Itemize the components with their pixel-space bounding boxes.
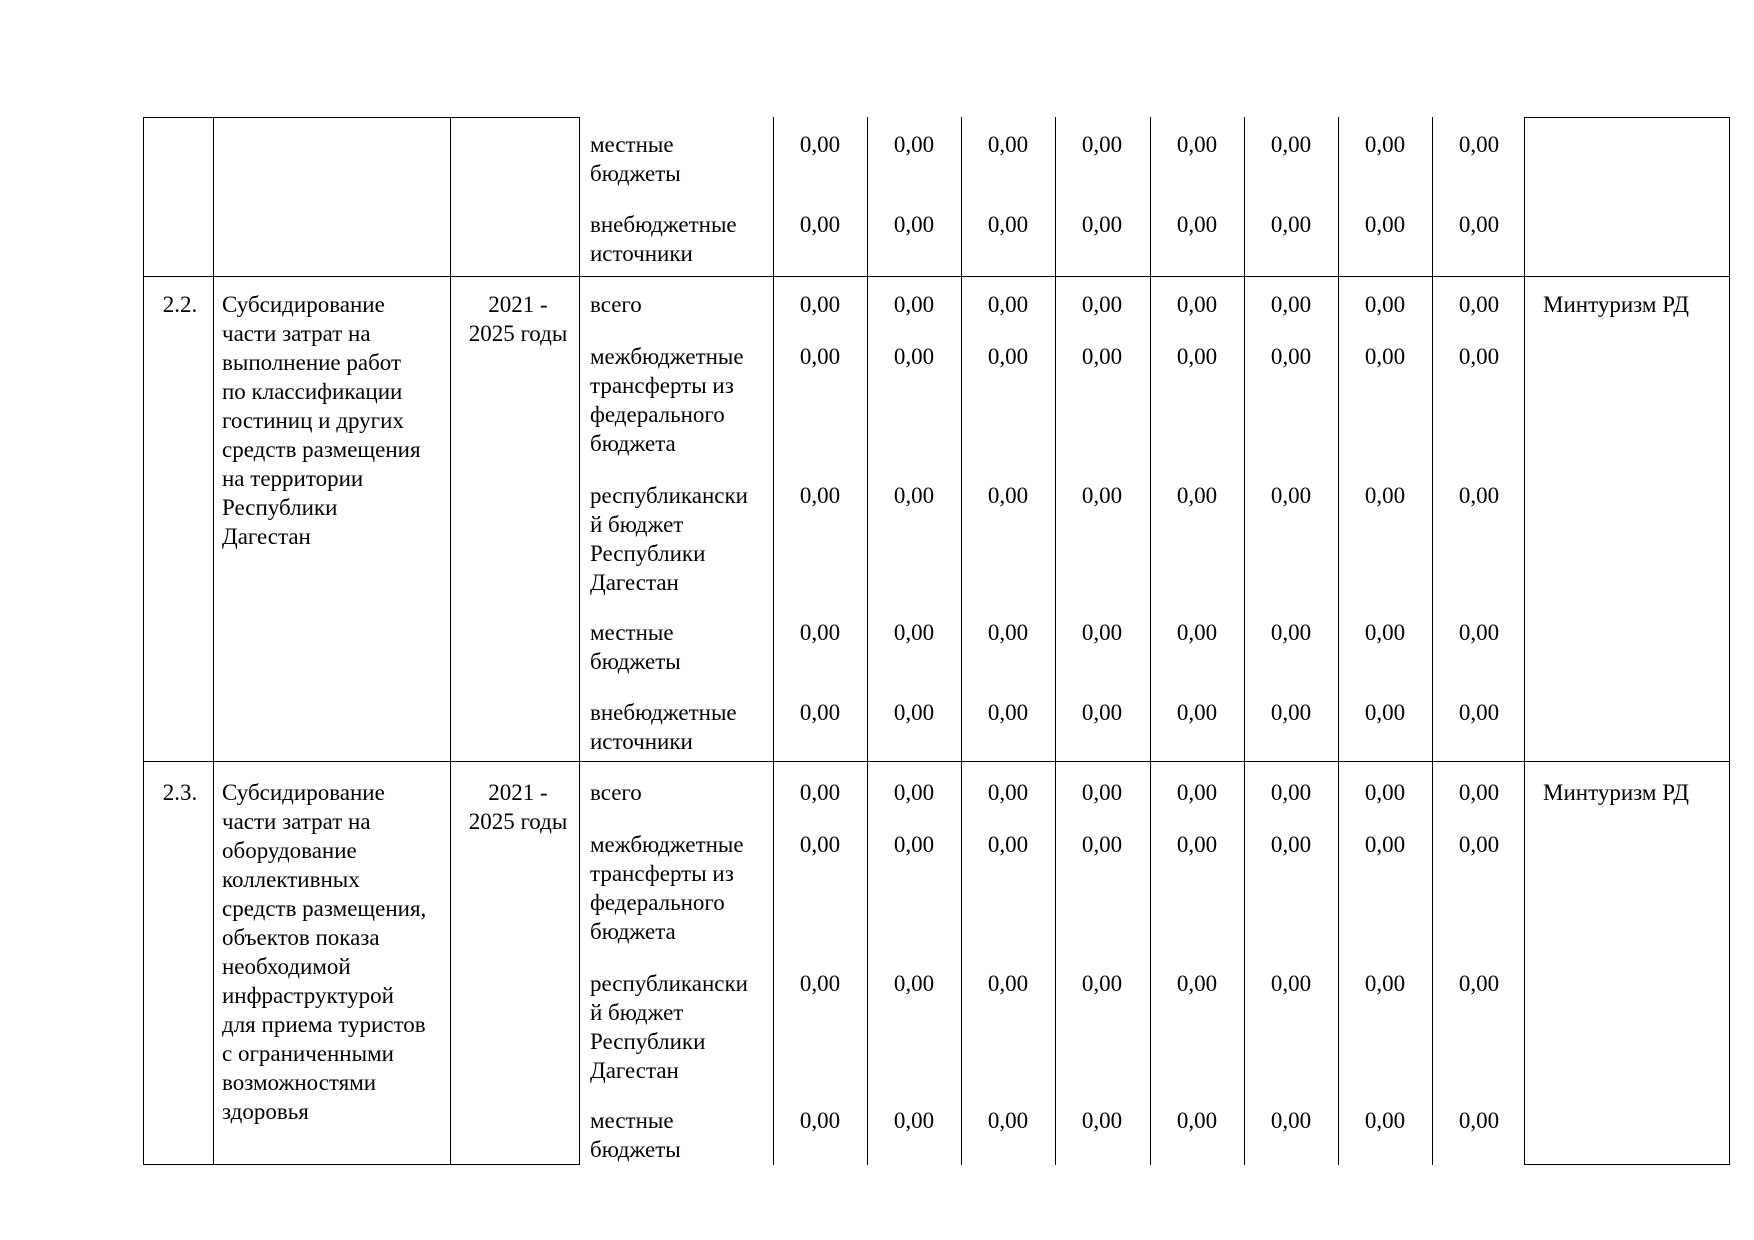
row-2-value-4-8: 0,00 — [1458, 1108, 1500, 1133]
row-1-value-5-3: 0,00 — [987, 700, 1029, 725]
row-2-value-2-4: 0,00 — [1081, 832, 1123, 857]
top-value-1-4: 0,00 — [1081, 132, 1123, 157]
row-1-value-3-6: 0,00 — [1270, 483, 1312, 508]
row-2-2-source-label-2: межбюджетные трансферты из федерального бюджета — [590, 344, 744, 456]
row-2-2-source-label-1: всего — [590, 292, 642, 317]
row-2-value-3-8: 0,00 — [1458, 971, 1500, 996]
row-1-value-3-5: 0,00 — [1176, 483, 1218, 508]
row-2-value-3-6: 0,00 — [1270, 971, 1312, 996]
row-1-value-5-8: 0,00 — [1458, 700, 1500, 725]
top-value-1-8: 0,00 — [1458, 132, 1500, 157]
row-1-value-2-7: 0,00 — [1364, 344, 1406, 369]
row-1-value-5-7: 0,00 — [1364, 700, 1406, 725]
row-2-2-source-label-3: республикански й бюджет Республики Дагестан — [590, 483, 748, 595]
top-value-2-5: 0,00 — [1176, 212, 1218, 237]
grid-vline-left-4 — [579, 117, 580, 1165]
top-value-2-6: 0,00 — [1270, 212, 1312, 237]
row-2-value-2-1: 0,00 — [799, 832, 841, 857]
row-2-value-1-8: 0,00 — [1458, 780, 1500, 805]
grid-vline-executor-right — [1729, 117, 1730, 1165]
row-1-value-4-4: 0,00 — [1081, 620, 1123, 645]
row-2-value-1-6: 0,00 — [1270, 780, 1312, 805]
row-1-value-1-1: 0,00 — [799, 292, 841, 317]
row-2-2-number: 2.2. — [162, 292, 198, 317]
row-2-3-source-label-4: местные бюджеты — [590, 1108, 681, 1162]
row-1-value-2-3: 0,00 — [987, 344, 1029, 369]
row-2-2-executor: Минтуризм РД — [1543, 292, 1689, 317]
row-1-value-2-4: 0,00 — [1081, 344, 1123, 369]
row-2-3-name: Субсидирование части затрат на оборудование коллективных средств размещения, объектов показа необходимой инфраструктурой для приема туристов с ограниченными возможностями здоровья — [222, 780, 427, 1124]
row-2-value-4-3: 0,00 — [987, 1108, 1029, 1133]
top-value-2-4: 0,00 — [1081, 212, 1123, 237]
top-value-1-6: 0,00 — [1270, 132, 1312, 157]
row-1-value-2-6: 0,00 — [1270, 344, 1312, 369]
row-1-value-2-5: 0,00 — [1176, 344, 1218, 369]
row-1-value-5-5: 0,00 — [1176, 700, 1218, 725]
grid-hline-bottom-2 — [1524, 1164, 1730, 1165]
row-1-value-3-1: 0,00 — [799, 483, 841, 508]
top-value-1-2: 0,00 — [893, 132, 935, 157]
row-1-value-2-8: 0,00 — [1458, 344, 1500, 369]
row-1-value-5-2: 0,00 — [893, 700, 935, 725]
row-1-value-2-2: 0,00 — [893, 344, 935, 369]
row-1-value-4-6: 0,00 — [1270, 620, 1312, 645]
row-2-value-4-2: 0,00 — [893, 1108, 935, 1133]
row-2-3-source-label-1: всего — [590, 780, 642, 805]
row-2-value-2-6: 0,00 — [1270, 832, 1312, 857]
row-1-value-1-6: 0,00 — [1270, 292, 1312, 317]
row-2-value-1-3: 0,00 — [987, 780, 1029, 805]
row-2-value-2-7: 0,00 — [1364, 832, 1406, 857]
top-value-2-3: 0,00 — [987, 212, 1029, 237]
row-2-value-2-8: 0,00 — [1458, 832, 1500, 857]
row-2-value-4-7: 0,00 — [1364, 1108, 1406, 1133]
row-2-3-executor: Минтуризм РД — [1543, 780, 1689, 805]
row-2-value-4-5: 0,00 — [1176, 1108, 1218, 1133]
row-2-value-3-7: 0,00 — [1364, 971, 1406, 996]
row-1-value-1-8: 0,00 — [1458, 292, 1500, 317]
top-value-1-1: 0,00 — [799, 132, 841, 157]
row-1-value-4-3: 0,00 — [987, 620, 1029, 645]
row-1-value-4-5: 0,00 — [1176, 620, 1218, 645]
row-1-value-3-2: 0,00 — [893, 483, 935, 508]
row-1-value-5-1: 0,00 — [799, 700, 841, 725]
row-2-value-4-1: 0,00 — [799, 1108, 841, 1133]
row-2-2-period: 2021 - 2025 годы — [468, 292, 568, 346]
row-2-value-3-2: 0,00 — [893, 971, 935, 996]
row-2-value-3-5: 0,00 — [1176, 971, 1218, 996]
top-value-2-2: 0,00 — [893, 212, 935, 237]
row-2-2-source-label-4: местные бюджеты — [590, 620, 681, 674]
row-1-value-1-7: 0,00 — [1364, 292, 1406, 317]
row-1-value-4-7: 0,00 — [1364, 620, 1406, 645]
row-1-value-2-1: 0,00 — [799, 344, 841, 369]
row-2-value-3-3: 0,00 — [987, 971, 1029, 996]
grid-hline-row-sep-2 — [143, 761, 1730, 762]
row-1-value-1-5: 0,00 — [1176, 292, 1218, 317]
top-value-1-5: 0,00 — [1176, 132, 1218, 157]
grid-vline-left-1 — [143, 117, 144, 1165]
row-1-value-3-8: 0,00 — [1458, 483, 1500, 508]
top-value-2-7: 0,00 — [1364, 212, 1406, 237]
row-2-value-4-4: 0,00 — [1081, 1108, 1123, 1133]
grid-hline-top-2 — [1524, 117, 1730, 118]
row-1-value-4-1: 0,00 — [799, 620, 841, 645]
row-2-value-1-2: 0,00 — [893, 780, 935, 805]
row-1-value-1-2: 0,00 — [893, 292, 935, 317]
top-source-label-2: внебюджетные источники — [590, 212, 737, 266]
row-1-value-4-8: 0,00 — [1458, 620, 1500, 645]
row-2-value-1-1: 0,00 — [799, 780, 841, 805]
row-2-3-source-label-3: республикански й бюджет Республики Дагестан — [590, 971, 748, 1083]
row-1-value-5-4: 0,00 — [1081, 700, 1123, 725]
grid-hline-top-1 — [143, 117, 580, 118]
row-2-3-period: 2021 - 2025 годы — [468, 780, 568, 834]
grid-hline-row-sep-1 — [143, 276, 1730, 277]
row-2-value-1-7: 0,00 — [1364, 780, 1406, 805]
row-2-2-source-label-5: внебюджетные источники — [590, 700, 737, 754]
row-2-value-2-5: 0,00 — [1176, 832, 1218, 857]
row-2-value-1-5: 0,00 — [1176, 780, 1218, 805]
top-value-2-8: 0,00 — [1458, 212, 1500, 237]
row-2-3-number: 2.3. — [162, 780, 198, 805]
top-source-label-1: местные бюджеты — [590, 132, 681, 186]
row-1-value-3-7: 0,00 — [1364, 483, 1406, 508]
row-2-value-2-2: 0,00 — [893, 832, 935, 857]
row-1-value-3-4: 0,00 — [1081, 483, 1123, 508]
top-value-2-1: 0,00 — [799, 212, 841, 237]
row-1-value-5-6: 0,00 — [1270, 700, 1312, 725]
row-2-value-1-4: 0,00 — [1081, 780, 1123, 805]
row-1-value-1-3: 0,00 — [987, 292, 1029, 317]
row-2-value-3-1: 0,00 — [799, 971, 841, 996]
row-2-2-name: Субсидирование части затрат на выполнение работ по классификации гостиниц и других средств размещения на территории Республики Дагестан — [222, 292, 421, 549]
row-1-value-4-2: 0,00 — [893, 620, 935, 645]
row-1-value-1-4: 0,00 — [1081, 292, 1123, 317]
grid-vline-left-2 — [213, 117, 214, 1165]
row-2-value-4-6: 0,00 — [1270, 1108, 1312, 1133]
top-value-1-3: 0,00 — [987, 132, 1029, 157]
grid-hline-bottom-1 — [143, 1164, 580, 1165]
row-1-value-3-3: 0,00 — [987, 483, 1029, 508]
row-2-value-2-3: 0,00 — [987, 832, 1029, 857]
top-value-1-7: 0,00 — [1364, 132, 1406, 157]
row-2-3-source-label-2: межбюджетные трансферты из федерального бюджета — [590, 832, 744, 944]
row-2-value-3-4: 0,00 — [1081, 971, 1123, 996]
